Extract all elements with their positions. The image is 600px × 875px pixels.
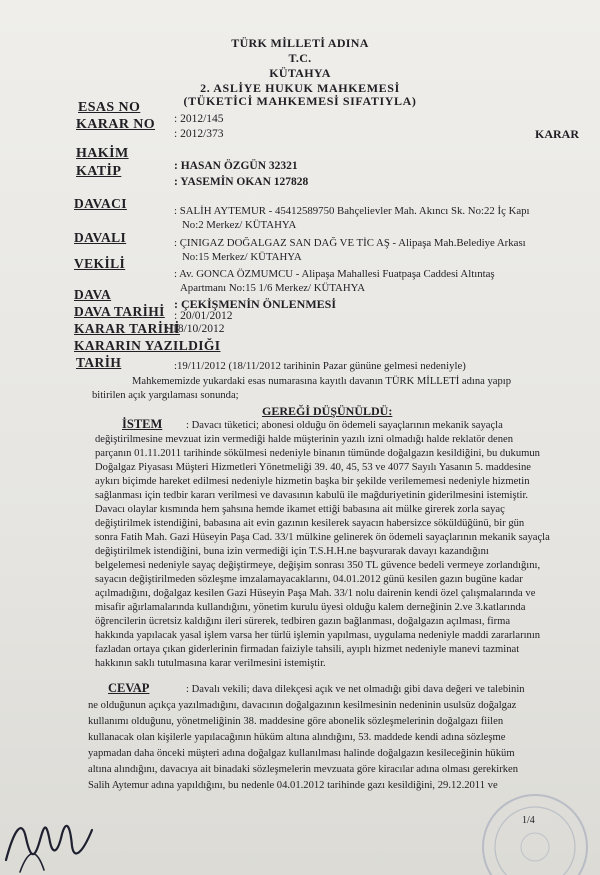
vekili-line-1: : Av. GONCA ÖZMUMCU - Alipaşa Mahallesi Fuatpaşa Caddesi Altıntaş [174,268,495,280]
davali-line-2: No:15 Merkez/ KÜTAHYA [182,251,302,263]
istem-line: sayacın değiştirilmeden sözleşme imzalamayacaklarını, 04.01.2012 günü kesilen gazın bugüne kadar [95,574,523,585]
cevap-line: altına alındığını, davacıya ait binadaki sözleşmelerin mevzuata göre kiracılar adına olması gerekirken [88,764,519,775]
intro-line-2: bitirilen açık yargılaması sonunda; [92,390,239,401]
istem-line: sağlanması için tedbir kararı verilmesi ve davasının kabulü ile mağduriyetinin giderilmesini istemiştir. [95,490,529,501]
istem-line: misafir ağırlamalarında kullandığını, yönetim kurulu üyesi olduğu kalem derneğinin 2.ve 3.katlarında [95,602,526,613]
katip-label: KATİP [76,164,122,179]
karar-tarihi-value: : 18/10/2012 [166,323,225,335]
davaci-label: DAVACI [74,196,127,211]
istem-label: İSTEM [122,417,163,431]
istem-line: öğrencilerin ücretsiz kaldığını ileri sürerek, tedbiren gazın bağlanması, doğalgazın açılması, firma [95,616,511,627]
karar-tarihi-label: KARAR TARİHİ [74,321,180,336]
signature-mark [0,790,120,875]
cevap-line: kullanacak olan kişilerle yapılacağının hüküm altına alındığını, 53. maddede kendi adına sözleşme [88,732,506,743]
dava-value: : ÇEKİŞMENİN ÖNLENMESİ [174,297,337,311]
header-line-tc: T.C. [288,51,312,65]
cevap-line: kullanımı olduğunu, yönetmeliğinin 38. maddesine göre abonelik sözleşmelerinin doğalgazı fiilen [88,716,504,727]
tarih-value: :19/11/2012 (18/11/2012 tarihinin Pazar gününe gelmesi nedeniyle) [174,360,466,372]
istem-line: hakkında yapılacak yasal işlem varsa her türlü işlemin yapılması, uygulama nedeniyle maddi zararlarının [95,630,541,641]
istem-line: açılmadığını, doğalgaz kesilen Gazi Hüseyin Paşa Mah. 33/1 nolu dairenin kendi özel çalışmalarında ve [95,588,536,599]
court-seal-stamp [455,772,600,875]
vekili-line-2: Apartmanı No:15 1/6 Merkez/ KÜTAHYA [180,282,366,294]
hakim-label: HAKİM [76,146,129,161]
gereği-dusunuldu-heading: GEREĞİ DÜŞÜNÜLDÜ: [262,404,393,418]
kararin-yazildigi-label: KARARIN YAZILDIĞI [74,338,221,353]
istem-line: : Davacı tüketici; abonesi olduğu ön ödemeli sayaçlarının mekanik sayaçla [186,420,503,431]
davali-label: DAVALI [74,230,127,245]
istem-line: parçanın 01.11.2011 tarihinde sökülmesi nedeniyle binanın tümünde doğalgazın kesildiğini, bu dukumun [95,448,540,459]
dava-tarihi-label: DAVA TARİHİ [74,304,165,319]
dava-tarihi-value: : 20/01/2012 [174,310,233,322]
istem-line: Doğalgaz Piyasası Müşteri Hizmetleri Yönetmeliği 39. 40, 45, 53 ve 4077 Sayılı Yasanın 5. maddesine [95,462,531,473]
istem-line: hakkının saklı tutulmasına karar verilmesini istemiştir. [95,658,326,669]
vekili-label: VEKİLİ [74,256,126,271]
karar-no-value: : 2012/373 [174,128,224,140]
davali-line-1: : ÇINIGAZ DOĞALGAZ SAN DAĞ VE TİC AŞ - Alipaşa Mah.Belediye Arkası [174,237,526,249]
header-line-nation: TÜRK MİLLETİ ADINA [231,36,369,50]
esas-no-label: ESAS NO [78,100,141,115]
page-number: 1/4 [522,815,535,826]
dava-label: DAVA [74,287,112,302]
istem-line: fazladan ortaya çıkan giderlerinin firmadan faiziyle tahsili, ayıplı hizmet nedeniyle manevi tazminat [95,644,520,655]
davaci-line-2: No:2 Merkez/ KÜTAHYA [182,219,297,231]
cevap-line: yapmadan daha önceki müşteri adına doğalgaz kullanılması halinde doğalgazın kesileceğinin hüküm [88,748,515,759]
istem-line: değiştirilmek istendiğini, buna izin vermediği için T.S.H.H.ne başvurarak davayı kazandığını [95,546,489,557]
cevap-line: ne olduğunun açıkça yazılmadığını, davacının doğalgazının kesilmesinin nedeninin usulsüz doğalgaz [88,700,517,711]
header-line-city: KÜTAHYA [269,66,331,80]
header-line-court: 2. ASLİYE HUKUK MAHKEMESİ [200,81,400,95]
header-line-capacity: (TÜKETİCİ MAHKEMESİ SIFATIYLA) [183,94,417,108]
esas-no-value: : 2012/145 [174,113,224,125]
intro-line-1: Mahkememizde yukardaki esas numarasına kayıtlı davanın TÜRK MİLLETİ adına yapıp [132,376,512,387]
katip-value: : YASEMİN OKAN 127828 [174,176,309,188]
karar-no-label: KARAR NO [76,117,156,132]
davaci-line-1: : SALİH AYTEMUR - 45412589750 Bahçelievler Mah. Akıncı Sk. No:22 İç Kapı [174,205,530,217]
tarih-label: TARİH [76,355,122,370]
cevap-line: : Davalı vekili; dava dilekçesi açık ve net olmadığı gibi dava değeri ve talebinin [186,684,525,695]
istem-line: değiştirilmek istendiğini, babasına ait evin gazının kesilerek sayacın habersizce söküldüğünü, bir gün [95,518,525,529]
karar-title: KARAR [535,127,579,141]
istem-line: sonra Fatih Mah. Gazi Hüseyin Paşa Cad. 33/1 mülkine gelinerek ön ödemeli sayaçlarının mekanik sayaçla [95,532,550,543]
cevap-line: Salih Aytemur adına yapıldığını, bu nedenle 04.01.2012 tarihinde gazı kesildiğini, 29.12.2011 ve [88,780,498,791]
istem-line: Davacı olaylar kısmında hem şahsına hemde ikamet ettiği babasına ait mülke girerek zorla sayaç [95,504,505,515]
hakim-value: : HASAN ÖZGÜN 32321 [174,160,298,172]
istem-line: belgelemesi nedeniyle sayaç değiştirmeye, değişim sonrası 350 TL güvence bedeli vermeye zorlandığını, [95,560,541,571]
istem-line: değiştirilmesine mevzuat izin vermediği halde müşterinin yazılı izni olmadığı halde reklatör denen [95,434,514,445]
istem-line: aykırı biçimde hareket edilmesi nedeniyle hizmetin başka bir şekilde verilememesi nedeniyle hizmetin [95,476,530,487]
cevap-label: CEVAP [108,681,150,695]
